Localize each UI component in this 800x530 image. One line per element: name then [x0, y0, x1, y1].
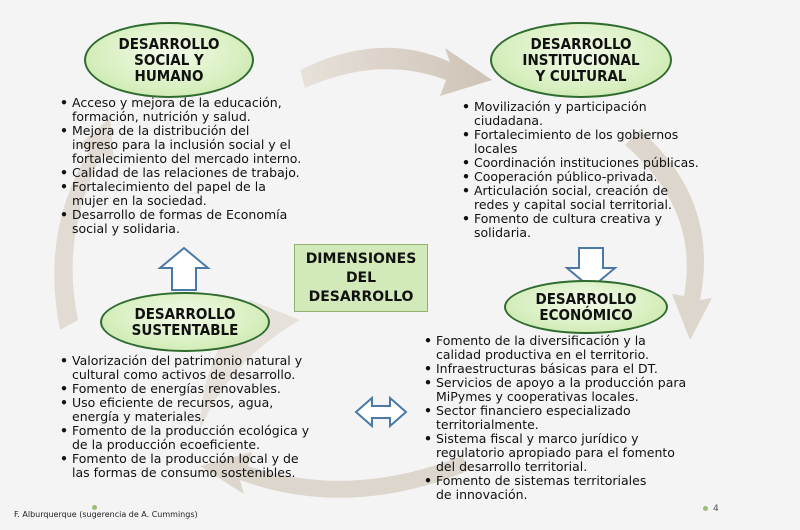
list-item: • Sector financiero especializado territorialmente.: [424, 404, 774, 432]
list-economico: [424, 334, 774, 502]
title-line: DESARROLLO: [535, 290, 637, 308]
page-dot: [703, 506, 708, 511]
list-item: • Sistema fiscal y marco jurídico y regulatorio apropiado para el fomento del desarrollo territorial.: [424, 432, 774, 474]
list-item: • Movilización y participación ciudadana.: [462, 100, 762, 128]
list-social-humano: [60, 96, 360, 236]
list-item: • Fomento de cultura creativa y solidaria.: [462, 212, 762, 240]
list-item: • Fortalecimiento de los gobiernos locales: [462, 128, 762, 156]
center-title-box: [294, 244, 428, 312]
list-sustentable: [60, 354, 360, 480]
list-item: • Fomento de sistemas territoriales de innovación.: [424, 474, 774, 502]
list-item: • Cooperación público-privada.: [462, 170, 762, 184]
list-item: • Infraestructuras básicas para el DT.: [424, 362, 774, 376]
list-item: • Mejora de la distribución del ingreso para la inclusión social y el fortalecimiento del mercado interno.: [60, 124, 360, 166]
list-item: • Fomento de energías renovables.: [60, 382, 360, 396]
ellipse-sustentable: [100, 292, 270, 352]
footer-credit: F. Alburquerque (sugerencia de A. Cummings): [14, 510, 198, 519]
list-item: • Fomento de la producción ecológica y de la producción ecoeficiente.: [60, 424, 360, 452]
list-item: • Acceso y mejora de la educación, formación, nutrición y salud.: [60, 96, 360, 124]
ellipse-social-humano: [84, 22, 254, 98]
list-institucional-cultural: [462, 100, 762, 240]
up-arrow-icon: [160, 248, 208, 290]
center-line: DIMENSIONES: [305, 250, 417, 267]
title-line: HUMANO: [134, 67, 204, 85]
list-item: • Calidad de las relaciones de trabajo.: [60, 166, 360, 180]
title-line: SOCIAL Y: [134, 51, 204, 69]
list-item: • Uso eficiente de recursos, agua, energía y materiales.: [60, 396, 360, 424]
list-item: • Articulación social, creación de redes y capital social territorial.: [462, 184, 762, 212]
page-number: 4: [713, 504, 719, 514]
double-arrow-icon: [356, 398, 406, 426]
list-item: • Fomento de la diversificación y la calidad productiva en el territorio.: [424, 334, 774, 362]
list-item: • Coordinación instituciones públicas.: [462, 156, 762, 170]
ellipse-institucional-cultural: [490, 22, 672, 98]
title-line: SUSTENTABLE: [131, 321, 239, 339]
list-item: • Fortalecimiento del papel de la mujer en la sociedad.: [60, 180, 360, 208]
title-line: DESARROLLO: [530, 35, 632, 53]
list-item: • Valorización del patrimonio natural y cultural como activos de desarrollo.: [60, 354, 360, 382]
arc-top: [300, 48, 492, 96]
title-line: DESARROLLO: [134, 305, 236, 323]
title-line: DESARROLLO: [118, 35, 220, 53]
center-line: DEL: [345, 269, 377, 286]
list-item: • Desarrollo de formas de Economía social y solidaria.: [60, 208, 360, 236]
list-item: • Fomento de la producción local y de las formas de consumo sostenibles.: [60, 452, 360, 480]
title-line: Y CULTURAL: [535, 67, 627, 85]
center-line: DESARROLLO: [308, 288, 414, 305]
ellipse-economico: [504, 280, 668, 334]
title-line: ECONÓMICO: [539, 306, 633, 324]
list-item: • Servicios de apoyo a la producción para MiPymes y cooperativas locales.: [424, 376, 774, 404]
title-line: INSTITUCIONAL: [522, 51, 640, 69]
